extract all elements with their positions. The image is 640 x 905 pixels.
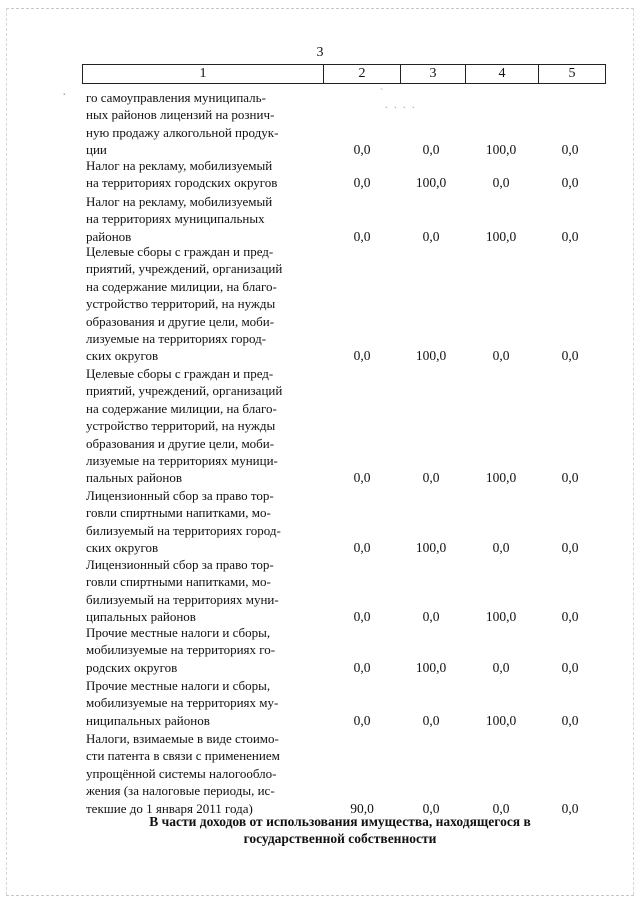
description-line: приятий, учреждений, организаций	[86, 261, 283, 277]
description-line: Налог на рекламу, мобилизуемый	[86, 194, 273, 209]
description-line: ских округов	[86, 348, 159, 364]
value-col-4: 100,0	[485, 712, 517, 728]
value-col-3: 100,0	[415, 540, 447, 556]
description-line: ных районов лицензий на рознич-	[86, 107, 275, 123]
value-col-5: 0,0	[561, 142, 579, 158]
page-number: 3	[316, 45, 324, 60]
description-line: приятий, учреждений, организаций	[86, 383, 283, 399]
value-col-2: 0,0	[353, 175, 371, 191]
description-line: жения (за налоговые периоды, ис-	[86, 783, 275, 799]
page-edge-left	[6, 8, 7, 895]
row-description	[86, 193, 319, 245]
value-col-5: 0,0	[561, 800, 579, 816]
row-description	[86, 89, 319, 159]
row-description	[86, 556, 319, 626]
value-col-3: 100,0	[415, 659, 447, 675]
value-col-5: 0,0	[561, 348, 579, 364]
value-col-3: 100,0	[415, 175, 447, 191]
description-line: Целевые сборы с граждан и пред-	[86, 244, 274, 259]
table-row	[86, 677, 606, 729]
row-description	[86, 157, 319, 192]
value-col-2: 0,0	[353, 142, 371, 158]
table-row	[86, 624, 606, 676]
description-line: мобилизуемые на территориях го-	[86, 642, 276, 658]
page-edge-bottom	[6, 895, 634, 896]
description-line: ских округов	[86, 540, 159, 556]
row-description	[86, 730, 319, 817]
value-col-5: 0,0	[561, 712, 579, 728]
description-line: говли спиртными напитками, мо-	[86, 505, 271, 521]
description-line: Лицензионный сбор за право тор-	[86, 488, 274, 503]
value-col-3: 0,0	[422, 800, 440, 816]
column-header-2: 2	[323, 65, 400, 83]
row-description	[86, 487, 319, 557]
table-header	[82, 64, 606, 84]
description-line: ципальных районов	[86, 609, 196, 625]
value-col-4: 100,0	[485, 142, 517, 158]
description-line: образования и другие цели, моби-	[86, 435, 275, 451]
value-col-2: 0,0	[353, 659, 371, 675]
value-col-4: 0,0	[492, 540, 510, 556]
page-edge-right	[633, 8, 634, 895]
value-col-3: 0,0	[422, 609, 440, 625]
description-line: образования и другие цели, моби-	[86, 313, 275, 329]
description-line: Целевые сборы с граждан и пред-	[86, 366, 274, 381]
page-edge-top	[6, 8, 634, 9]
description-line: ниципальных районов	[86, 712, 210, 728]
description-line: родских округов	[86, 659, 178, 675]
value-col-4: 0,0	[492, 659, 510, 675]
row-description	[86, 677, 319, 729]
value-col-2: 0,0	[353, 712, 371, 728]
value-col-2: 0,0	[353, 348, 371, 364]
description-line: на содержание милиции, на благо-	[86, 400, 277, 416]
description-line: на территориях муниципальных	[86, 211, 265, 227]
row-description	[86, 365, 319, 487]
description-line: районов	[86, 228, 132, 244]
description-line: билизуемый на территориях муни-	[86, 591, 279, 607]
description-line: лизуемые на территориях муници-	[86, 453, 278, 469]
row-description	[86, 243, 319, 365]
value-col-4: 100,0	[485, 228, 517, 244]
table-row	[86, 487, 606, 557]
description-line: Прочие местные налоги и сборы,	[86, 625, 271, 640]
value-col-2: 0,0	[353, 470, 371, 486]
description-line: мобилизуемые на территориях му-	[86, 695, 279, 711]
description-line: лизуемые на территориях город-	[86, 331, 267, 347]
value-col-3: 0,0	[422, 712, 440, 728]
row-description	[86, 624, 319, 676]
value-col-4: 100,0	[485, 470, 517, 486]
value-col-2: 0,0	[353, 540, 371, 556]
value-col-2: 0,0	[353, 228, 371, 244]
description-line: на содержание милиции, на благо-	[86, 278, 277, 294]
value-col-3: 0,0	[422, 470, 440, 486]
value-col-2: 0,0	[353, 609, 371, 625]
table-row	[86, 730, 606, 817]
table-row	[86, 157, 606, 192]
value-col-4: 100,0	[485, 609, 517, 625]
value-col-5: 0,0	[561, 609, 579, 625]
table-row	[86, 89, 606, 159]
description-line: Налоги, взимаемые в виде стоимо-	[86, 731, 279, 746]
value-col-4: 0,0	[492, 800, 510, 816]
value-col-5: 0,0	[561, 228, 579, 244]
description-line: ную продажу алкогольной продук-	[86, 124, 279, 140]
table-row	[86, 556, 606, 626]
value-col-5: 0,0	[561, 175, 579, 191]
table-row	[86, 193, 606, 245]
column-header-4: 4	[465, 65, 538, 83]
table-row	[86, 365, 606, 487]
description-line: сти патента в связи с применением	[86, 748, 280, 764]
scan-speck: ˋ	[380, 88, 386, 99]
description-line: устройство территорий, на нужды	[86, 296, 276, 312]
column-header-5: 5	[538, 65, 605, 83]
description-line: Прочие местные налоги и сборы,	[86, 678, 271, 693]
description-line: пальных районов	[86, 470, 183, 486]
description-line: текшие до 1 января 2011 года)	[86, 800, 253, 816]
value-col-4: 0,0	[492, 175, 510, 191]
column-header-1: 1	[199, 66, 207, 81]
description-line: говли спиртными напитками, мо-	[86, 574, 271, 590]
description-line: на территориях городских округов	[86, 175, 278, 191]
scan-speck: ·	[62, 88, 69, 103]
value-col-5: 0,0	[561, 470, 579, 486]
value-col-3: 0,0	[422, 142, 440, 158]
value-col-4: 0,0	[492, 348, 510, 364]
section-title: В части доходов от использования имущества, находящегося в государственной собственности	[149, 814, 531, 846]
table-row	[86, 243, 606, 365]
column-header-3: 3	[400, 65, 465, 83]
description-line: устройство территорий, на нужды	[86, 418, 276, 434]
description-line: Лицензионный сбор за право тор-	[86, 557, 274, 572]
description-line: Налог на рекламу, мобилизуемый	[86, 158, 273, 173]
value-col-3: 0,0	[422, 228, 440, 244]
description-line: билизуемый на территориях город-	[86, 522, 281, 538]
value-col-2: 90,0	[350, 800, 374, 816]
value-col-3: 100,0	[415, 348, 447, 364]
description-line: ции	[86, 142, 107, 158]
value-col-5: 0,0	[561, 659, 579, 675]
description-line: го самоуправления муниципаль-	[86, 90, 266, 105]
description-line: упрощённой системы налогообло-	[86, 765, 277, 781]
scan-speck: . . . .	[385, 100, 417, 111]
value-col-5: 0,0	[561, 540, 579, 556]
